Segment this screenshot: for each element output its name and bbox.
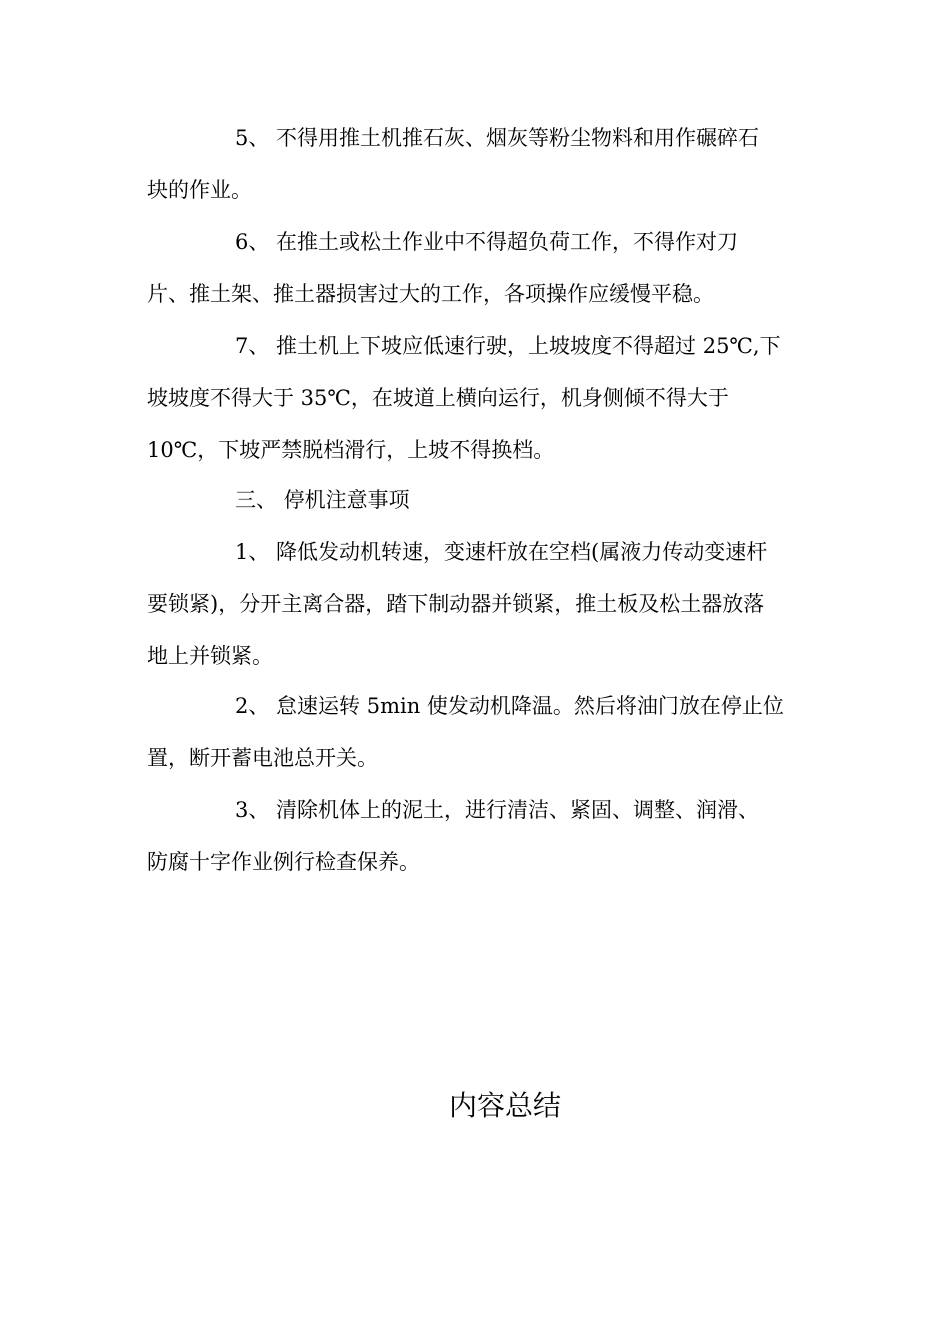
paragraph-item-2 <box>147 680 807 784</box>
paragraph-item-1 <box>147 526 807 682</box>
paragraph-item-5 <box>147 112 807 216</box>
paragraph-line: 6、 在推土或松土作业中不得超负荷工作，不得作对刀 <box>235 230 739 254</box>
paragraph-line: 地上并锁紧。 <box>147 644 273 668</box>
paragraph-line: 块的作业。 <box>147 178 252 202</box>
paragraph-item-3 <box>147 784 807 888</box>
paragraph-item-7 <box>147 320 807 476</box>
paragraph-line: 5、 不得用推土机推石灰、烟灰等粉尘物料和用作碾碎石 <box>235 126 760 150</box>
paragraph-line: 3、 清除机体上的泥土，进行清洁、紧固、调整、润滑、 <box>235 798 760 822</box>
paragraph-line: 2、 怠速运转 5min 使发动机降温。然后将油门放在停止位 <box>235 694 784 718</box>
paragraph-line: 1、 降低发动机转速，变速杆放在空档(属液力传动变速杆 <box>235 540 768 564</box>
paragraph-line: 置，断开蓄电池总开关。 <box>147 746 378 770</box>
paragraph-line: 片、推土架、推土器损害过大的工作，各项操作应缓慢平稳。 <box>147 282 714 306</box>
section-heading-shutdown <box>147 474 807 526</box>
section-heading: 三、 停机注意事项 <box>235 488 410 512</box>
paragraph-line: 10℃，下坡严禁脱档滑行，上坡不得换档。 <box>147 438 555 462</box>
paragraph-item-6 <box>147 216 807 320</box>
paragraph-line: 7、 推土机上下坡应低速行驶，上坡坡度不得超过 25℃,下 <box>235 334 781 358</box>
summary-heading: 内容总结 <box>448 1089 561 1122</box>
paragraph-line: 要锁紧)，分开主离合器，踏下制动器并锁紧，推土板及松土器放落 <box>147 592 765 616</box>
paragraph-line: 坡坡度不得大于 35℃，在坡道上横向运行，机身侧倾不得大于 <box>147 386 729 410</box>
paragraph-line: 防腐十字作业例行检查保养。 <box>147 850 420 874</box>
